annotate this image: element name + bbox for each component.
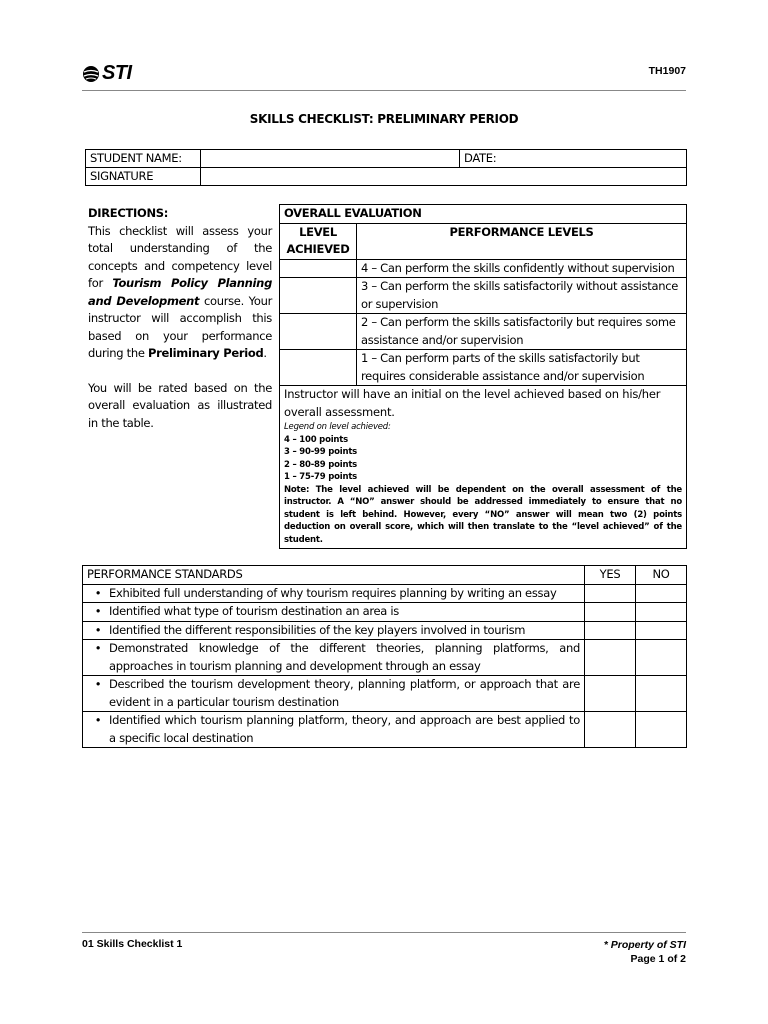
directions-text-end: . <box>263 346 267 360</box>
standard-row <box>83 676 687 712</box>
page-footer <box>82 932 686 963</box>
performance-level-2: 2 – Can perform the skills satisfactorily but requires some assistance and/or supervision <box>357 314 687 350</box>
date-label: DATE: <box>464 151 497 165</box>
yes-checkbox-cell[interactable] <box>585 712 636 748</box>
date-label-cell[interactable] <box>460 150 687 168</box>
level-achieved-cell-2[interactable] <box>280 314 357 350</box>
yes-checkbox-cell[interactable] <box>585 640 636 676</box>
overall-evaluation-table <box>279 204 687 549</box>
performance-level-4: 4 – Can perform the skills confidently without supervision <box>357 259 687 278</box>
course-name: Tourism Policy Planning and Development <box>88 276 272 308</box>
instructor-note: Instructor will have an initial on the level achieved based on his/her overall assessment. <box>284 387 661 419</box>
deduction-note: Note: The level achieved will be dependent on the overall assessment of the instructor. A “NO” answer should be addressed immediately to ensure that no student is left behind. However, every “NO” answer will mean two (2) points deduction on overall score, which will then translate to the “level achieved” of the student. <box>284 484 682 545</box>
bullet-icon: • <box>94 622 102 637</box>
student-name-field[interactable] <box>201 150 460 168</box>
legend-item: 1 – 75-79 points <box>284 472 358 482</box>
sti-logo <box>82 62 132 85</box>
signature-field[interactable] <box>201 168 687 186</box>
performance-levels-header: PERFORMANCE LEVELS <box>357 223 687 259</box>
no-header: NO <box>636 566 687 585</box>
document-code: TH1907 <box>648 65 686 77</box>
bullet-icon: • <box>94 585 102 600</box>
no-checkbox-cell[interactable] <box>636 603 687 622</box>
standard-row <box>83 640 687 676</box>
performance-standards-table <box>82 565 687 748</box>
directions-text-a: This checklist will assess your total understanding of the concepts and competency level for <box>88 223 272 290</box>
standard-text: Described the tourism development theory, planning platform, or approach that are evident in a particular tourism destination <box>109 677 580 709</box>
no-checkbox-cell[interactable] <box>636 584 687 603</box>
footer-right <box>604 938 686 966</box>
standard-text: Identified which tourism planning platform, theory, and approach are best applied to a specific local destination <box>109 713 580 745</box>
no-checkbox-cell[interactable] <box>636 640 687 676</box>
standard-row <box>83 603 687 622</box>
level-achieved-header: LEVEL ACHIEVED <box>280 223 357 259</box>
directions-paragraph-2: You will be rated based on the overall evaluation as illustrated in the table. <box>88 380 272 430</box>
bullet-icon: • <box>94 641 102 655</box>
directions-text-b: course. Your instructor will accomplish this based on your performance during the <box>88 293 273 360</box>
level-achieved-cell-3[interactable] <box>280 278 357 314</box>
standard-text: Exhibited full understanding of why tourism requires planning by writing an essay <box>109 585 557 600</box>
no-checkbox-cell[interactable] <box>636 676 687 712</box>
standard-row <box>83 621 687 640</box>
student-info-table <box>85 149 687 186</box>
performance-level-1: 1 – Can perform parts of the skills satisfactorily but requires considerable assistance and/or supervision <box>357 350 687 386</box>
yes-checkbox-cell[interactable] <box>585 621 636 640</box>
sti-globe-icon <box>82 65 100 83</box>
logo-text: STI <box>102 62 132 84</box>
directions-paragraph-1 <box>88 223 272 363</box>
standard-row <box>83 584 687 603</box>
signature-label: SIGNATURE <box>86 168 201 186</box>
legend-item: 3 – 90-99 points <box>284 447 358 457</box>
standard-row <box>83 712 687 748</box>
standard-text: Identified the different responsibilities of the key players involved in tourism <box>109 622 526 637</box>
page-number: Page 1 of 2 <box>630 953 686 965</box>
standard-text: Identified what type of tourism destination an area is <box>109 604 399 618</box>
yes-checkbox-cell[interactable] <box>585 584 636 603</box>
student-name-label: STUDENT NAME: <box>86 150 201 168</box>
yes-checkbox-cell[interactable] <box>585 603 636 622</box>
yes-header: YES <box>585 566 636 585</box>
legend-item: 2 – 80-89 points <box>284 459 358 470</box>
legend-item: 4 – 100 points <box>284 434 348 445</box>
performance-level-3: 3 – Can perform the skills satisfactorily without assistance or supervision <box>357 278 687 314</box>
bullet-icon: • <box>94 604 102 618</box>
level-achieved-cell-4[interactable] <box>280 259 357 278</box>
standards-header: PERFORMANCE STANDARDS <box>83 566 585 585</box>
bullet-icon: • <box>94 713 102 727</box>
legend-title: Legend on level achieved: <box>284 422 391 432</box>
no-checkbox-cell[interactable] <box>636 621 687 640</box>
directions-block <box>88 205 272 432</box>
yes-checkbox-cell[interactable] <box>585 676 636 712</box>
evaluation-title: OVERALL EVALUATION <box>280 205 687 224</box>
period-name: Preliminary Period <box>147 346 264 360</box>
page-title: SKILLS CHECKLIST: PRELIMINARY PERIOD <box>249 112 519 126</box>
evaluation-notes <box>280 386 687 549</box>
directions-heading: DIRECTIONS: <box>88 206 169 220</box>
page-header <box>82 62 686 91</box>
no-checkbox-cell[interactable] <box>636 712 687 748</box>
level-achieved-cell-1[interactable] <box>280 350 357 386</box>
property-notice: * Property of STI <box>603 939 686 951</box>
bullet-icon: • <box>94 677 102 691</box>
footer-doc-name: 01 Skills Checklist 1 <box>82 938 183 950</box>
standard-text: Demonstrated knowledge of the different theories, planning platforms, and approaches in tourism planning and development through an essay <box>109 641 580 673</box>
